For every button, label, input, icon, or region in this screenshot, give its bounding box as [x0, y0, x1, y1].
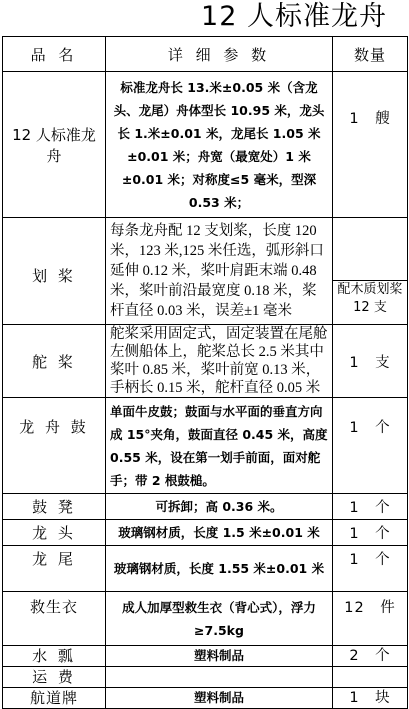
item-name: 划 桨	[3, 218, 106, 325]
header-qty: 数量	[333, 37, 408, 72]
spec-table	[2, 36, 408, 709]
table-row	[3, 218, 408, 325]
table-row	[3, 72, 408, 218]
item-name: 龙 尾	[3, 546, 106, 592]
document-title: 12 人标准龙舟	[201, 1, 387, 32]
table-row	[3, 494, 408, 520]
item-qty: 1 个	[333, 494, 408, 520]
table-row	[3, 688, 408, 709]
item-params: 每条龙舟配 12 支划桨，长度 120 米，123 米,125 米任选，弧形斜口延伸 0.12 米，桨叶肩距末端 0.48 米，桨叶前沿最宽度 0.18 米，桨杆直径 0.03 米，误差±1 毫米	[106, 218, 333, 325]
item-name: 航道牌	[3, 688, 106, 709]
item-params: 玻璃钢材质，长度 1.5 米±0.01 米	[106, 520, 333, 546]
item-name: 龙 头	[3, 520, 106, 546]
item-qty	[333, 667, 408, 688]
item-qty: 1 个	[333, 546, 408, 592]
table-row	[3, 592, 408, 646]
item-qty: 12 件	[333, 592, 408, 646]
item-params: 单面牛皮鼓；鼓面与水平面的垂直方向成 15°夹角，鼓面直径 0.45 米，高度 0.55 米，设在第一划手前面，面对舵手；带 2 根鼓槌。	[106, 398, 333, 494]
header-name: 品 名	[3, 37, 106, 72]
item-name: 鼓 凳	[3, 494, 106, 520]
table-row	[3, 667, 408, 688]
item-name: 12 人标准龙舟	[3, 72, 106, 218]
item-params: 塑料制品	[106, 646, 333, 667]
item-name: 舵 桨	[3, 325, 106, 398]
item-params	[106, 667, 333, 688]
item-qty: 1 支	[333, 325, 408, 398]
table-row	[3, 325, 408, 398]
item-name: 救生衣	[3, 592, 106, 646]
item-name: 龙 舟 鼓	[3, 398, 106, 494]
header-params: 详 细 参 数	[106, 37, 333, 72]
item-name: 运 费	[3, 667, 106, 688]
qty-note: 配木质划桨 12 支	[337, 281, 403, 315]
item-params: 舵桨采用固定式，固定装置在尾舱左侧船体上，舵桨总长 2.5 米其中桨叶 0.85 米，桨叶前宽 0.13 米，手柄长 0.15 米，舵杆直径 0.05 米	[106, 325, 333, 398]
item-params: 可拆卸；高 0.36 米。	[106, 494, 333, 520]
table-row	[3, 546, 408, 592]
header-row	[3, 37, 408, 72]
item-qty: 1 艘	[333, 72, 408, 218]
item-params: 玻璃钢材质，长度 1.55 米±0.01 米	[106, 546, 333, 592]
qty-empty	[333, 226, 407, 281]
table-row	[3, 398, 408, 494]
item-name: 水 瓢	[3, 646, 106, 667]
table-row	[3, 646, 408, 667]
item-params: 标准龙舟长 13.米±0.05 米（含龙头、龙尾）舟体型长 10.95 米，龙头长 1.米±0.01 米，龙尾长 1.05 米±0.01 米；舟宽（最宽处）1 米±0.01 米；对称度≤5 毫米，型深 0.53 米；	[106, 72, 333, 218]
item-qty: 1 块	[333, 688, 408, 709]
item-qty: 2 个	[333, 646, 408, 667]
item-params: 塑料制品	[106, 688, 333, 709]
item-qty	[333, 218, 408, 325]
item-params: 成人加厚型救生衣（背心式），浮力≥7.5kg	[106, 592, 333, 646]
item-qty: 1 个	[333, 398, 408, 494]
table-row	[3, 520, 408, 546]
item-qty: 1 个	[333, 520, 408, 546]
